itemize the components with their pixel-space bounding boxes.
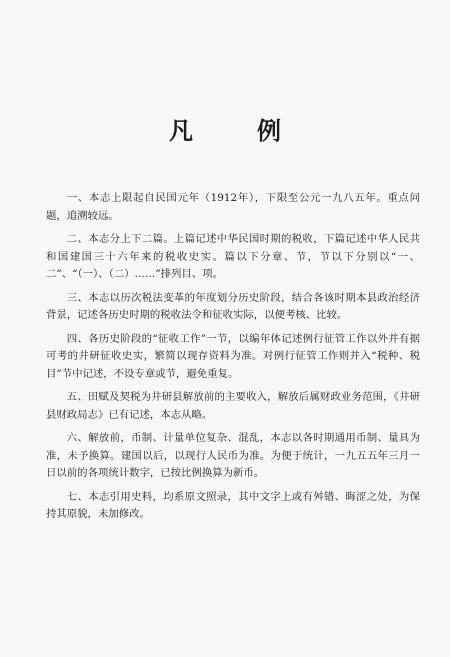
guideline-paragraph-2: 二、本志分上下二篇。上篇记述中华民国时期的税收，下篇记述中华人民共和国建国三十六年来的税收史实。篇以下分章、节，节以下分别以“一、二”、“（一）、（二）……”排列目、项。 — [46, 233, 420, 280]
guideline-paragraph-1: 一、本志上限起自民国元年（1912年），下限至公元一九八五年。重点问题，追溯较远。 — [46, 192, 420, 222]
guidelines-body — [46, 190, 420, 530]
page-title — [0, 116, 450, 146]
guideline-paragraph-6: 六、解放前，币制、计量单位复杂、混乱，本志以各时期通用币制、量具为准，未予换算。建国以后，以现行人民币为准。为便于统计，一九五五年三月一日以前的各项统计数字，已按比例换算为新币。 — [46, 432, 420, 479]
guideline-paragraph-4: 四、各历史阶段的“征收工作”一节，以编年体记述例行征管工作以外并有据可考的井研征收史实，繁简以现存资料为准。对例行征管工作则并入“税种、税目”节中记述，不设专章或节，避免重复。 — [46, 332, 420, 380]
guideline-paragraph-7: 七、本志引用史料，均系原文照录，其中文字上或有舛错、晦涩之处，为保持其原貌，未加修改。 — [46, 490, 420, 520]
guideline-paragraph-5: 五、田赋及契税为井研县解放前的主要收入，解放后属财政业务范围，《井研县财政局志》已有记述，本志从略。 — [46, 391, 420, 421]
title-char-1: 凡 — [169, 116, 193, 145]
title-char-2: 例 — [257, 116, 281, 145]
guideline-paragraph-3: 三、本志以历次税法变革的年度划分历史阶段，结合各该时期本县政治经济背景，记述各历史时期的税收法令和征收实际，以便考核、比较。 — [46, 291, 420, 321]
